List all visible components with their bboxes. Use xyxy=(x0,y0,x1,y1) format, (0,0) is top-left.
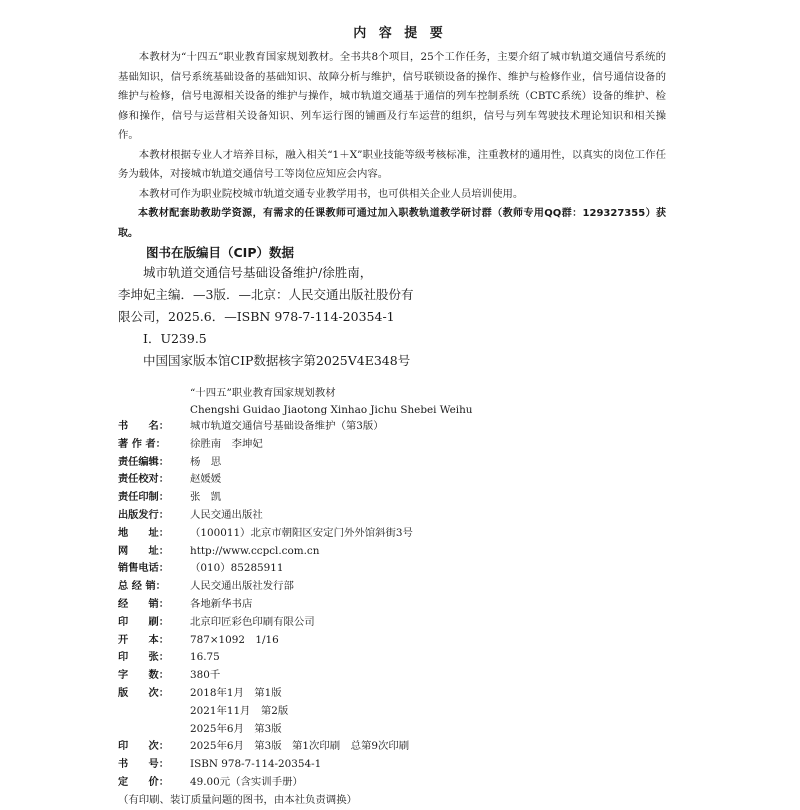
info-value: （010）85285911 xyxy=(190,562,284,575)
info-label: 印 张： xyxy=(118,652,169,664)
resource-note: 本教材配套助教助学资源，有需求的任课教师可通过加入职教轨道教学研讨群（教师专用QQ群：129327355）获取。 xyxy=(118,208,666,239)
cip-line: Ⅰ．U239.5 xyxy=(143,331,207,346)
info-row xyxy=(118,525,678,543)
info-row xyxy=(118,471,678,489)
series-name: “十四五”职业教育国家规划教材 xyxy=(190,387,336,399)
cip-line: 城市轨道交通信号基础设备维护/徐胜南， xyxy=(143,265,373,280)
info-value: http://www.ccpcl.com.cn xyxy=(190,544,320,557)
info-row xyxy=(118,649,678,667)
info-label: 出版发行： xyxy=(118,509,169,521)
info-value: 杨 思 xyxy=(190,455,222,468)
info-value: 2025年6月 第3版 xyxy=(190,722,282,735)
info-row xyxy=(118,667,678,685)
summary-paragraph: 本教材可作为职业院校城市轨道交通专业教学用书，也可供相关企业人员培训使用。 xyxy=(138,187,524,200)
info-row xyxy=(118,436,678,454)
info-label: 定 价： xyxy=(118,776,169,788)
info-value: 各地新华书店 xyxy=(190,597,253,610)
info-label xyxy=(118,721,190,739)
info-row xyxy=(118,632,678,650)
info-value: 49.00元（含实训手册） xyxy=(190,775,303,788)
info-label: 字 数： xyxy=(118,670,169,682)
info-label: 版 次： xyxy=(118,687,169,699)
info-value: 赵媛媛 xyxy=(190,473,222,486)
info-row xyxy=(118,418,678,436)
info-value: 2018年1月 第1版 xyxy=(190,686,282,699)
info-row xyxy=(118,596,678,614)
pinyin-title: Chengshi Guidao Jiaotong Xinhao Jichu Shebei Weihu xyxy=(190,404,473,416)
info-row xyxy=(118,489,678,507)
info-value: 16.75 xyxy=(190,651,220,664)
info-label: 开 本： xyxy=(118,634,169,646)
info-row xyxy=(118,738,678,756)
info-label: 印 刷： xyxy=(118,616,169,628)
info-row xyxy=(118,560,678,578)
info-value: ISBN 978-7-114-20354-1 xyxy=(190,758,322,771)
info-value: 787×1092 1/16 xyxy=(190,633,279,646)
info-label: 责任校对： xyxy=(118,474,169,486)
info-label: 著 作 者： xyxy=(118,438,166,450)
info-label: 书 号： xyxy=(118,759,169,771)
info-label: 印 次： xyxy=(118,741,169,753)
info-row xyxy=(118,614,678,632)
info-label: 销售电话： xyxy=(118,563,169,575)
info-value: 北京印匠彩色印刷有限公司 xyxy=(190,615,315,628)
info-row xyxy=(118,685,678,703)
info-row xyxy=(118,454,678,472)
info-label: 经 销： xyxy=(118,598,169,610)
info-value: 2021年11月 第2版 xyxy=(190,704,289,717)
info-label: 责任印制： xyxy=(118,492,169,504)
info-row xyxy=(118,507,678,525)
info-label: 网 址： xyxy=(118,545,169,557)
content-summary xyxy=(118,48,666,243)
info-row xyxy=(118,774,678,792)
cip-title: 图书在版编目（CIP）数据 xyxy=(146,245,294,260)
info-row xyxy=(118,703,678,721)
cip-line: 李坤妃主编．—3版．—北京：人民交通出版社股份有 xyxy=(118,287,414,302)
info-value: 人民交通出版社 xyxy=(190,508,263,521)
info-label: 地 址： xyxy=(118,527,169,539)
info-value: 2025年6月 第3版 第1次印刷 总第9次印刷 xyxy=(190,740,410,753)
series-info xyxy=(190,385,472,419)
publication-info xyxy=(118,418,678,810)
info-row xyxy=(118,756,678,774)
cip-line: 限公司，2025.6．—ISBN 978-7-114-20354-1 xyxy=(118,309,395,324)
info-row xyxy=(118,543,678,561)
info-value: 380千 xyxy=(190,669,221,682)
quality-note: （有印刷、装订质量问题的图书，由本社负责调换） xyxy=(118,793,357,806)
info-label: 书 名： xyxy=(118,421,169,432)
info-label xyxy=(118,703,190,721)
info-value: 城市轨道交通信号基础设备维护（第3版） xyxy=(190,420,384,432)
info-row xyxy=(118,721,678,739)
summary-heading: 内 容 提 要 xyxy=(353,26,447,41)
info-value: 张 凯 xyxy=(190,491,222,504)
info-label: 总 经 销： xyxy=(118,581,166,593)
summary-paragraph: 本教材根据专业人才培养目标，融入相关“1＋X”职业技能等级考核标准，注重教材的通用性，以真实的岗位工作任务为载体，对接城市轨道交通信号工等岗位应知应会内容。 xyxy=(118,148,666,180)
info-label: 责任编辑： xyxy=(118,456,169,468)
info-value: 徐胜南 李坤妃 xyxy=(190,437,263,450)
cip-block xyxy=(118,262,538,372)
info-row xyxy=(118,578,678,596)
info-value: （100011）北京市朝阳区安定门外外馆斜街3号 xyxy=(190,526,413,539)
cip-line: 中国国家版本馆CIP数据核字第2025V4E348号 xyxy=(143,353,411,368)
info-value: 人民交通出版社发行部 xyxy=(190,580,294,593)
summary-paragraph: 本教材为“十四五”职业教育国家规划教材。全书共8个项目，25个工作任务，主要介绍了城市轨道交通信号系统的基础知识，信号系统基础设备的基础知识、故障分析与维护，信号联锁设备的操作、维护与检修作业，信号通信设备的维护与检修，信号电源相关设备的维护与操作，城市轨道交通基于通信的列车控制系统（CBTC系统）设备的维护、检修和操作，信号与运营相关设备知识、列车运行图的铺画及行车运营的组织，信号与列车驾驶技术理论知识和相关操作。 xyxy=(118,51,666,141)
